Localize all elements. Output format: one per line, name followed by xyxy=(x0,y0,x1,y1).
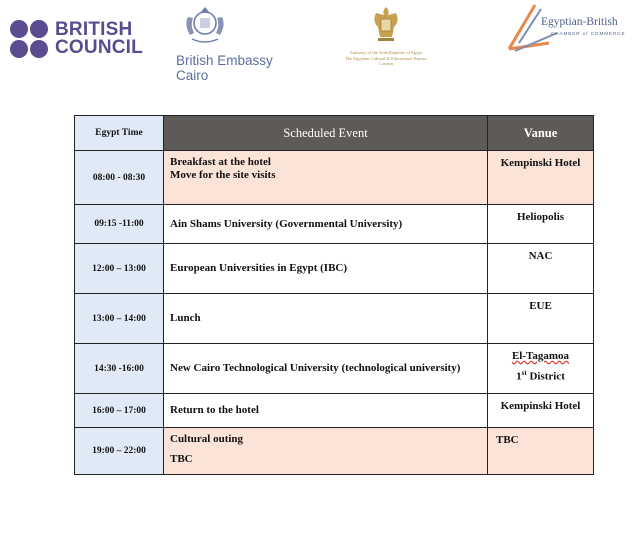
time-cell: 08:00 - 08:30 xyxy=(75,151,164,205)
schedule-table xyxy=(74,115,594,475)
event-cell: Ain Shams University (Governmental University) xyxy=(164,205,488,244)
event-cell: Lunch xyxy=(164,294,488,344)
venue-cell: NAC xyxy=(488,244,594,294)
time-cell: 14:30 -16:00 xyxy=(75,344,164,394)
chamber-swoosh-icon xyxy=(505,3,565,55)
egypt-ministry-logo xyxy=(330,3,442,67)
eagle-of-saladin-icon xyxy=(366,3,406,43)
british-council-wordmark: BRITISH COUNCIL xyxy=(55,19,143,58)
time-cell: 19:00 – 22:00 xyxy=(75,428,164,475)
table-row xyxy=(75,294,594,344)
table-row xyxy=(75,344,594,394)
table-row xyxy=(75,394,594,428)
venue-cell: Heliopolis xyxy=(488,205,594,244)
event-cell: New Cairo Technological University (technological university) xyxy=(164,344,488,394)
chamber-subtitle: CHAMBER of COMMERCE xyxy=(551,31,626,36)
venue-cell: EUE xyxy=(488,294,594,344)
venue-cell: TBC xyxy=(488,428,594,475)
time-cell: 12:00 – 13:00 xyxy=(75,244,164,294)
event-cell: European Universities in Egypt (IBC) xyxy=(164,244,488,294)
chamber-title: Egyptian-British xyxy=(541,16,618,28)
egyptian-british-chamber-logo xyxy=(505,3,635,55)
venue-cell: Kempinski Hotel xyxy=(488,394,594,428)
british-embassy-name: British Embassy Cairo xyxy=(176,53,273,83)
british-council-dots-icon xyxy=(10,20,48,58)
table-row xyxy=(75,205,594,244)
table-header-row xyxy=(75,116,594,151)
time-cell: 16:00 – 17:00 xyxy=(75,394,164,428)
header-venue: Vanue xyxy=(488,116,594,151)
time-cell: 09:15 -11:00 xyxy=(75,205,164,244)
table-row xyxy=(75,244,594,294)
event-cell: Breakfast at the hotel Move for the site visits xyxy=(164,151,488,205)
british-embassy-logo xyxy=(176,3,286,83)
venue-cell xyxy=(488,344,594,394)
table-row xyxy=(75,151,594,205)
event-cell: Return to the hotel xyxy=(164,394,488,428)
header-egypt-time: Egypt Time xyxy=(75,116,164,151)
venue-line-2: 1st District xyxy=(516,369,565,383)
egypt-ministry-caption: Embassy of the Arab Republic of Egypt The Egyptian Cultural & Educational Bureau London xyxy=(345,50,427,66)
time-cell: 13:00 – 14:00 xyxy=(75,294,164,344)
venue-line-1: El-Tagamoa xyxy=(511,350,570,362)
event-cell: Cultural outing TBC xyxy=(164,428,488,475)
table-row xyxy=(75,428,594,475)
british-council-logo xyxy=(10,20,143,58)
royal-crest-icon xyxy=(178,3,232,45)
header-scheduled-event: Scheduled Event xyxy=(164,116,488,151)
venue-cell: Kempinski Hotel xyxy=(488,151,594,205)
